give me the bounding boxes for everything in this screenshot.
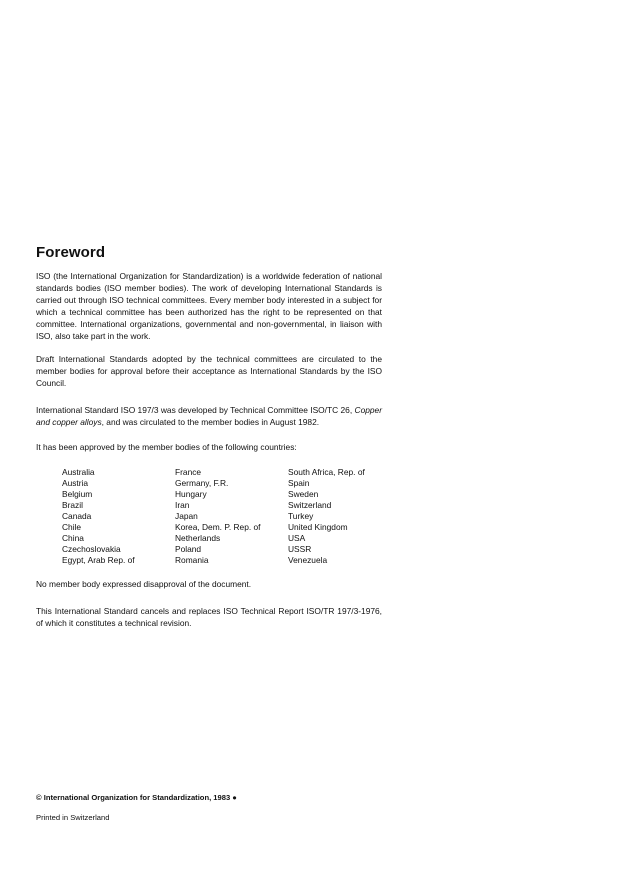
country-item: USSR [288,544,312,554]
country-item: Korea, Dem. P. Rep. of [175,522,261,532]
paragraph-replacement: This International Standard cancels and replaces ISO Technical Report ISO/TR 197/3-1976, of which it constitutes a technical revision. [36,606,382,628]
paragraph-draft-standards: Draft International Standards adopted by the technical committees are circulated to the member bodies for approval before their acceptance as International Standards by the ISO Council. [36,354,382,388]
country-item: Austria [62,478,89,488]
country-item: Brazil [62,500,83,510]
printed-location: Printed in Switzerland [36,813,110,822]
country-item: China [62,533,84,543]
development-text-start: International Standard ISO 197/3 was developed by Technical Committee ISO/TC 26, [36,405,355,415]
country-item: Hungary [175,489,207,499]
country-item: Iran [175,500,190,510]
country-item: Spain [288,478,310,488]
country-item: Venezuela [288,555,328,565]
development-text-end: , and was circulated to the member bodies in August 1982. [101,417,320,427]
country-item: Netherlands [175,533,221,543]
country-item: Chile [62,522,82,532]
country-item: Czechoslovakia [62,544,121,554]
copyright-notice: © International Organization for Standardization, 1983 ● [36,793,237,802]
country-item: Belgium [62,489,93,499]
country-item: France [175,467,202,477]
country-item: Japan [175,511,198,521]
country-item: Canada [62,511,92,521]
paragraph-development [36,404,382,428]
paragraph-approval: It has been approved by the member bodies of the following countries: [36,442,297,452]
country-item: Australia [62,467,95,477]
country-item: South Africa, Rep. of [288,467,365,477]
country-item: Turkey [288,511,314,521]
country-item: Poland [175,544,202,554]
country-list [62,467,392,566]
country-item: USA [288,533,306,543]
paragraph-iso-intro: ISO (the International Organization for Standardization) is a worldwide federation of national standards bodies (ISO member bodies). The work of developing International Standards is carried out through ISO technical committees. Every member body interested in a subject for which a technical committee has been authorized has the right to be represented on that committee. International organizations, governmental and non-governmental, in liaison with ISO, also take part in the work. [36,271,382,341]
country-item: Sweden [288,489,319,499]
committee-title: Copper and copper alloys [36,405,382,427]
page-title: Foreword [36,244,106,261]
country-item: Romania [175,555,209,565]
country-item: Egypt, Arab Rep. of [62,555,135,565]
country-item: United Kingdom [288,522,348,532]
paragraph-no-disapproval: No member body expressed disapproval of the document. [36,579,252,589]
country-item: Germany, F.R. [175,478,229,488]
country-item: Switzerland [288,500,332,510]
